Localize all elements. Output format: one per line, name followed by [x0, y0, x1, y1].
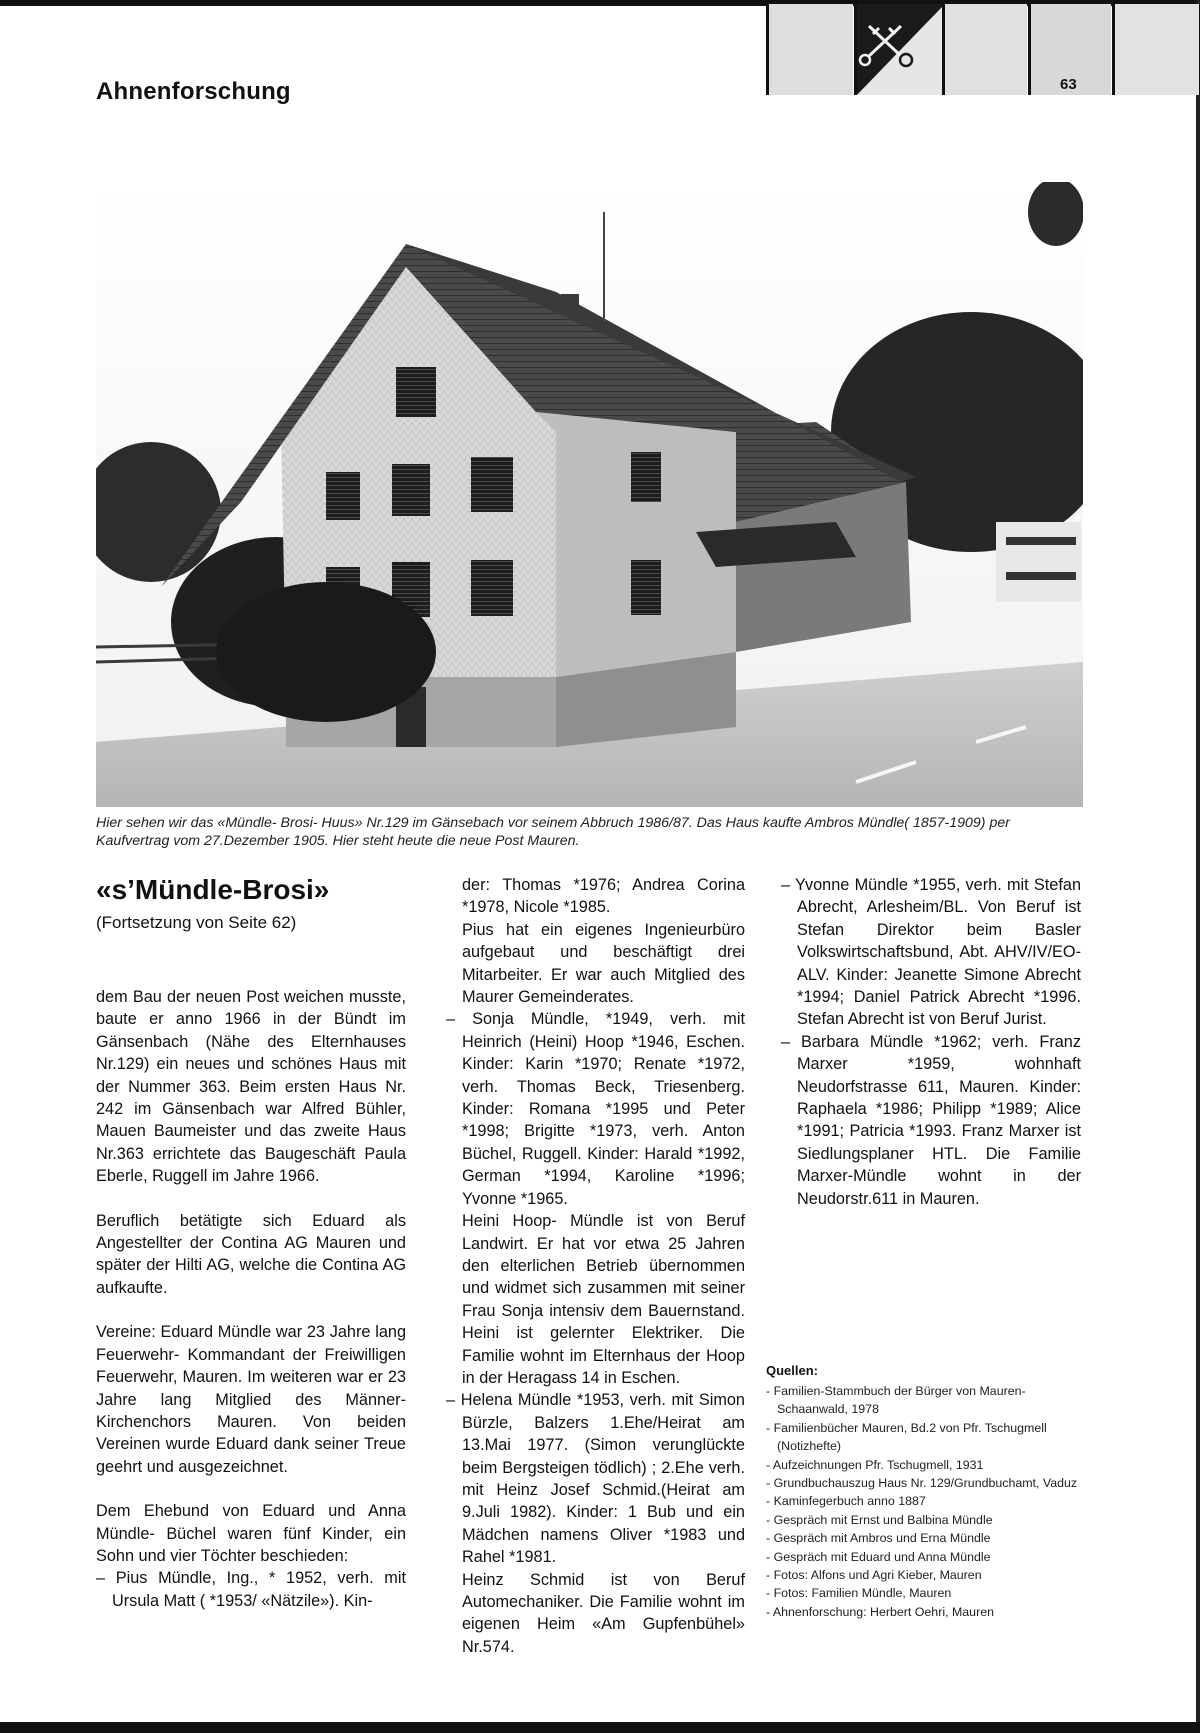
- source-item: - Ahnenforschung: Herbert Oehri, Mauren: [766, 1603, 1084, 1621]
- source-item: - Fotos: Familien Mündle, Mauren: [766, 1584, 1084, 1602]
- header-tab-strip: [766, 4, 1196, 95]
- paragraph: Pius hat ein eigenes Ingenieurbüro aufgebaut und beschäftigt drei Mitarbeiter. Er war auch Mitglied des Maurer Gemeinderates.: [462, 920, 745, 1007]
- header-emblem-box: [854, 4, 945, 95]
- sources-list: [766, 1382, 1084, 1621]
- source-item: - Grundbuchauszug Haus Nr. 129/Grundbuchamt, Vaduz: [766, 1474, 1084, 1492]
- sources-title: Quellen:: [766, 1363, 819, 1378]
- page-frame-bottom: [0, 1722, 1200, 1733]
- header-box: [942, 4, 1027, 95]
- crossed-keys-emblem-icon: [857, 4, 945, 95]
- header-box: [1112, 4, 1200, 95]
- article-column-1: [96, 986, 406, 1612]
- paragraph: dem Bau der neuen Post weichen musste, baute er anno 1966 in der Bündt im Gänsenbach (Nähe des Elternhauses Nr.129) ein neues und schönes Haus mit der Nummer 363. Beim ersten Haus Nr. 242 im Gänsenbach war Alfred Bühler, Mauen Baumeister und das zweite Haus Nr.363 errichtete das Baugeschäft Paula Eberle, Ruggell im Jahre 1966.: [96, 988, 406, 1186]
- paragraph: Beruflich betätigte sich Eduard als Angestellter der Contina AG Mauren und später der Hilti AG, welche die Contina AG aufkaufte.: [96, 1211, 406, 1297]
- source-item: - Aufzeichnungen Pfr. Tschugmell, 1931: [766, 1456, 1084, 1474]
- header-box: [766, 4, 853, 95]
- source-item: - Gespräch mit Eduard und Anna Mündle: [766, 1548, 1084, 1566]
- paragraph: der: Thomas *1976; Andrea Corina *1978, Nicole *1985.: [462, 876, 745, 917]
- page-frame-right: [1196, 0, 1200, 1733]
- house-photo: [96, 182, 1083, 807]
- article-subtitle: (Fortsetzung von Seite 62): [96, 913, 297, 932]
- page-number: 63: [1060, 76, 1077, 93]
- source-item: - Fotos: Alfons und Agri Kieber, Mauren: [766, 1566, 1084, 1584]
- list-item: – Sonja Mündle, *1949, verh. mit Heinrich (Heini) Hoop *1946, Eschen. Kinder: Karin *1970; Renate *1972, verh. Thomas Beck, Triesenberg. Kinder: Romana *1995 und Peter *1998; Brigitte *1973, verh. Anton Büchel, Ruggell. Kinder: Harald *1992, German *1994, Karoline *1996; Yvonne *1965.: [446, 1010, 745, 1208]
- article-column-3: [781, 874, 1081, 1210]
- paragraph: Heinz Schmid ist von Beruf Automechaniker. Die Familie wohnt im eigenen Heim «Am Gupfenbühel» Nr.574.: [462, 1570, 745, 1656]
- source-item: - Gespräch mit Ernst und Balbina Mündle: [766, 1511, 1084, 1529]
- source-item: - Familien-Stammbuch der Bürger von Mauren-Schaanwald, 1978: [766, 1382, 1084, 1419]
- photo-caption: Hier sehen wir das «Mündle- Brosi- Huus» Nr.129 im Gänsebach vor seinem Abbruch 1986/87. Das Haus kaufte Ambros Mündle( 1857-1909) per Kaufvertrag vom 27.Dezember 1905. Hier steht heute die neue Post Mauren.: [96, 815, 1010, 849]
- article-column-2: [446, 874, 745, 1658]
- paragraph: Dem Ehebund von Eduard und Anna Mündle- Büchel waren fünf Kinder, ein Sohn und vier Töchter beschieden:: [96, 1502, 406, 1565]
- source-item: - Familienbücher Mauren, Bd.2 von Pfr. Tschugmell (Notizhefte): [766, 1419, 1084, 1456]
- paragraph: Heini Hoop- Mündle ist von Beruf Landwirt. Er hat vor etwa 25 Jahren den elterlichen Betrieb übernommen und widmet sich zusammen mit seiner Frau Sonja intensiv dem Bauernstand. Heini ist gelernter Elektriker. Die Familie wohnt im Elternhaus der Hoop in der Heragass 14 in Eschen.: [462, 1212, 745, 1387]
- list-item: – Barbara Mündle *1962; verh. Franz Marxer *1959, wohnhaft Neudorfstrasse 611, Mauren. Kinder: Raphaela *1986; Philipp *1989; Alice *1991; Patricia *1993. Franz Marxer ist Siedlungsplaner HTL. Die Familie Marxer-Mündle wohnt in der Neudorstr.611 in Mauren.: [781, 1032, 1081, 1208]
- section-title: Ahnenforschung: [96, 78, 291, 105]
- list-item: – Yvonne Mündle *1955, verh. mit Stefan Abrecht, Arlesheim/BL. Von Beruf ist Stefan Direktor beim Basler Volkswirtschaftsbund, Abt. AHV/IV/EO-ALV. Kinder: Jeanette Simone Abrecht *1994; Daniel Patrick Abrecht *1996. Stefan Abrecht ist von Beruf Jurist.: [781, 876, 1081, 1029]
- list-item: – Helena Mündle *1953, verh. mit Simon Bürzle, Balzers 1.Ehe/Heirat am 13.Mai 1977. (Simon verunglückte beim Bergsteigen tödlich) ; 2.Ehe verh. mit Heinz Josef Schmid.(Heirat am 9.Juli 1982). Kinder: 1 Bub und ein Mädchen namens Oliver *1983 und Rahel *1981.: [446, 1391, 745, 1567]
- source-item: - Kaminfegerbuch anno 1887: [766, 1492, 1084, 1510]
- source-item: - Gespräch mit Ambros und Erna Mündle: [766, 1529, 1084, 1547]
- article-title: «s’Mündle-Brosi»: [96, 874, 330, 905]
- list-item: – Pius Mündle, Ing., * 1952, verh. mit Ursula Matt ( *1953/ «Nätzile»). Kin-: [96, 1569, 406, 1610]
- paragraph: Vereine: Eduard Mündle war 23 Jahre lang Feuerwehr- Kommandant der Freiwilligen Feuerwehr, Mauren. Im weiteren war er 23 Jahre lang Mitglied des Männer- Kirchenchors Mauren. Von beiden Vereinen wurde Eduard dank seiner Treue geehrt und ausgezeichnet.: [96, 1323, 406, 1476]
